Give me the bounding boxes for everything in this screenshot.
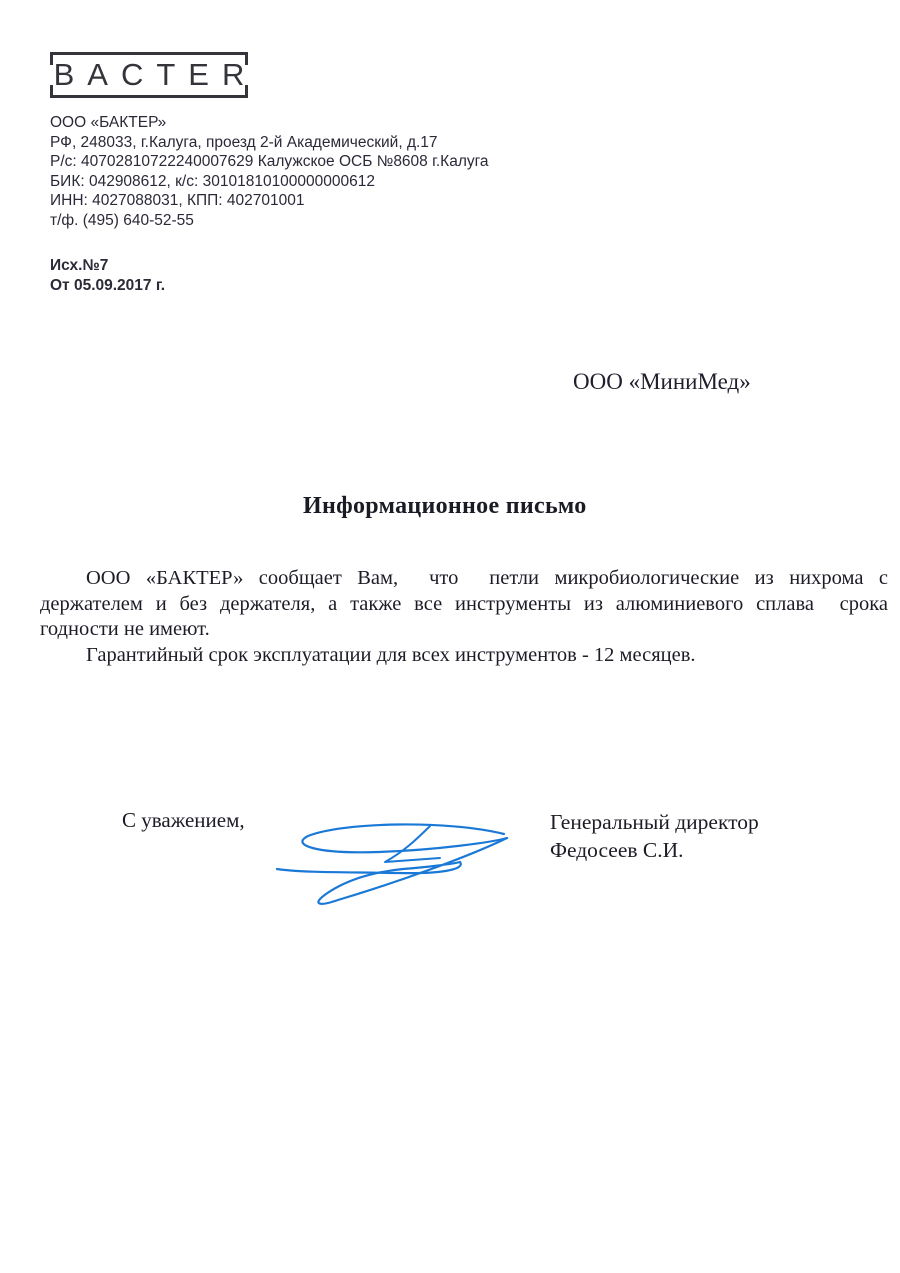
company-detail-line: ООО «БАКТЕР» bbox=[50, 114, 167, 131]
reference-block bbox=[50, 256, 165, 296]
company-detail-line: ИНН: 4027088031, КПП: 402701001 bbox=[50, 192, 305, 209]
letter-date: От 05.09.2017 г. bbox=[50, 277, 166, 294]
letter-title: Информационное письмо bbox=[303, 493, 587, 519]
signature-ink bbox=[268, 812, 518, 912]
body-line: ООО «БАКТЕР» сообщает Вам, что петли микробиологические из нихрома с bbox=[86, 567, 888, 589]
closing-salutation: С уважением, bbox=[122, 808, 245, 832]
company-details bbox=[50, 113, 489, 211]
signer-position: Генеральный директор bbox=[550, 810, 759, 834]
company-detail-line: РФ, 248033, г.Калуга, проезд 2-й Академический, д.17 bbox=[50, 133, 438, 151]
signer-name: Федосеев С.И. bbox=[550, 838, 684, 862]
body-line: годности не имеют. bbox=[40, 618, 210, 640]
signer-block bbox=[550, 808, 759, 864]
body-line: Гарантийный срок эксплуатации для всех инструментов - 12 месяцев. bbox=[86, 643, 696, 666]
logo-wordmark: BACTER bbox=[53, 57, 258, 92]
company-detail-line: Р/с: 40702810722240007629 Калужское ОСБ №8608 г.Калуга bbox=[50, 153, 489, 170]
addressee: ООО «МиниМед» bbox=[573, 369, 751, 394]
outgoing-number: Исх.№7 bbox=[50, 257, 109, 274]
body-line: держателем и без держателя, а также все инструменты из алюминиевого сплава срока bbox=[40, 592, 888, 615]
letter-body bbox=[40, 566, 888, 668]
company-phone: т/ф. (495) 640-52-55 bbox=[50, 212, 194, 229]
company-logo bbox=[50, 52, 258, 98]
company-detail-line: БИК: 042908612, к/с: 30101810100000000612 bbox=[50, 172, 376, 190]
